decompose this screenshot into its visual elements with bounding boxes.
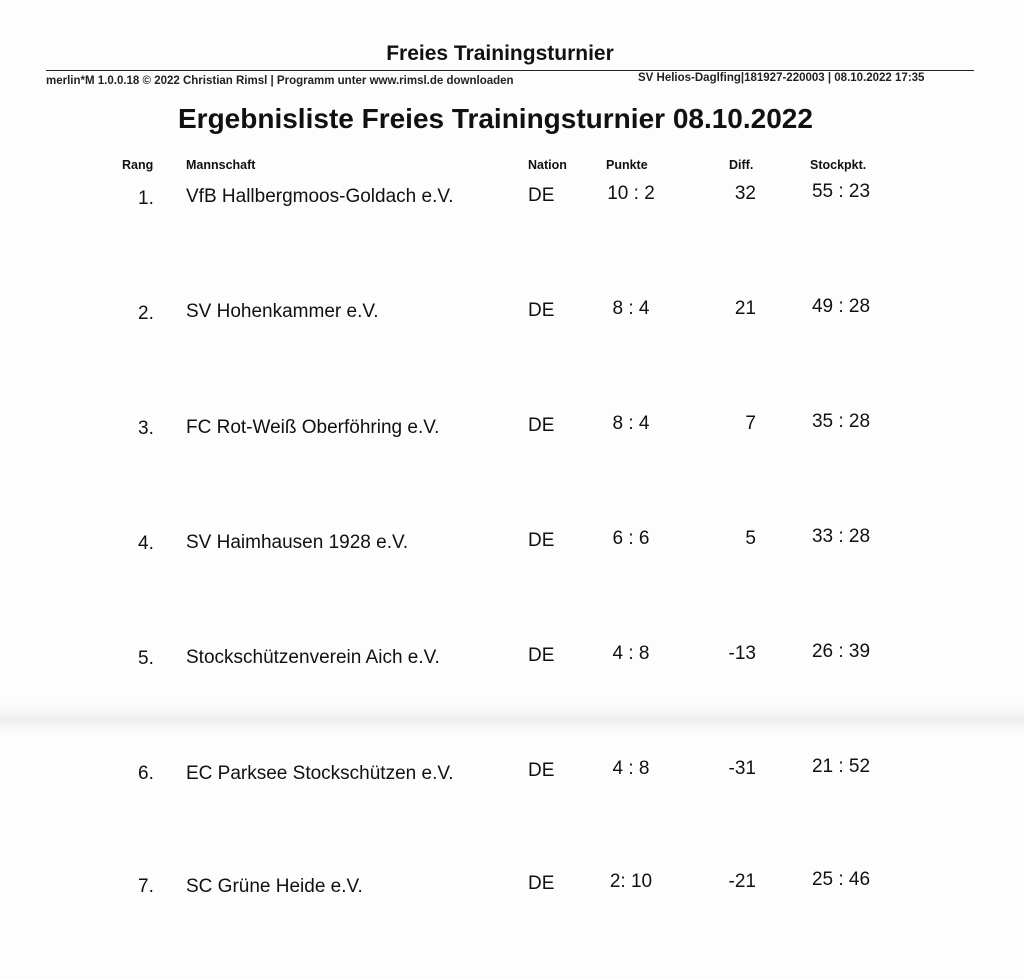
result-points: 6 : 6 (612, 528, 650, 549)
result-stockpkt: 33 : 28 (811, 526, 871, 547)
club-info: SV Helios-Daglfing|181927-220003 | 08.10.2022 17:35 (638, 72, 925, 84)
result-diff: -31 (728, 758, 756, 779)
result-diff: 32 (734, 183, 756, 204)
result-rank: 2. (138, 303, 154, 324)
result-team: SC Grüne Heide e.V. (186, 875, 363, 897)
result-stockpkt: 25 : 46 (811, 869, 871, 890)
result-team: Stockschützenverein Aich e.V. (186, 647, 440, 669)
result-points: 4 : 8 (612, 758, 650, 779)
result-rank: 1. (138, 188, 154, 209)
result-rank: 6. (138, 763, 154, 784)
result-diff: 7 (745, 413, 756, 434)
result-team: EC Parksee Stockschützen e.V. (186, 762, 454, 784)
header-divider (46, 70, 974, 71)
event-header-title: Freies Trainingsturnier (386, 42, 614, 65)
result-points: 10 : 2 (607, 183, 655, 204)
result-rank: 7. (138, 876, 154, 897)
result-stockpkt: 55 : 23 (811, 181, 871, 202)
result-points: 4 : 8 (612, 643, 650, 664)
column-header-stockpkt: Stockpkt. (810, 158, 867, 172)
result-diff: 21 (734, 298, 756, 319)
result-nation: DE (528, 300, 555, 321)
result-diff: -21 (728, 871, 756, 892)
result-stockpkt: 21 : 52 (811, 756, 871, 777)
result-diff: -13 (728, 643, 756, 664)
result-nation: DE (528, 760, 555, 781)
column-header-punkte: Punkte (606, 158, 648, 172)
result-nation: DE (528, 415, 555, 436)
result-nation: DE (528, 873, 555, 894)
result-diff: 5 (745, 528, 756, 549)
result-team: SV Hohenkammer e.V. (186, 301, 379, 323)
column-header-rang: Rang (122, 158, 154, 172)
page-title: Ergebnisliste Freies Trainingsturnier 08.10.2022 (178, 103, 813, 134)
column-header-diff: Diff. (729, 158, 754, 172)
result-rank: 3. (138, 418, 154, 439)
paper-fold-shadow (0, 700, 1024, 734)
result-team: VfB Hallbergmoos-Goldach e.V. (186, 186, 454, 207)
column-header-nation: Nation (528, 158, 567, 172)
result-points: 8 : 4 (612, 413, 650, 434)
result-nation: DE (528, 185, 555, 206)
result-stockpkt: 35 : 28 (811, 411, 871, 432)
result-stockpkt: 26 : 39 (811, 641, 871, 662)
result-nation: DE (528, 645, 555, 666)
result-points: 2: 10 (609, 871, 653, 892)
program-info: merlin*M 1.0.0.18 © 2022 Christian Rimsl | Programm unter www.rimsl.de downloaden (46, 75, 514, 87)
result-team: FC Rot-Weiß Oberföhring e.V. (186, 416, 440, 438)
result-stockpkt: 49 : 28 (811, 296, 871, 317)
column-header-mannschaft: Mannschaft (186, 158, 256, 172)
result-rank: 4. (138, 533, 154, 554)
result-team: SV Haimhausen 1928 e.V. (186, 531, 409, 553)
result-nation: DE (528, 530, 555, 551)
result-points: 8 : 4 (612, 298, 650, 319)
result-rank: 5. (138, 648, 154, 669)
